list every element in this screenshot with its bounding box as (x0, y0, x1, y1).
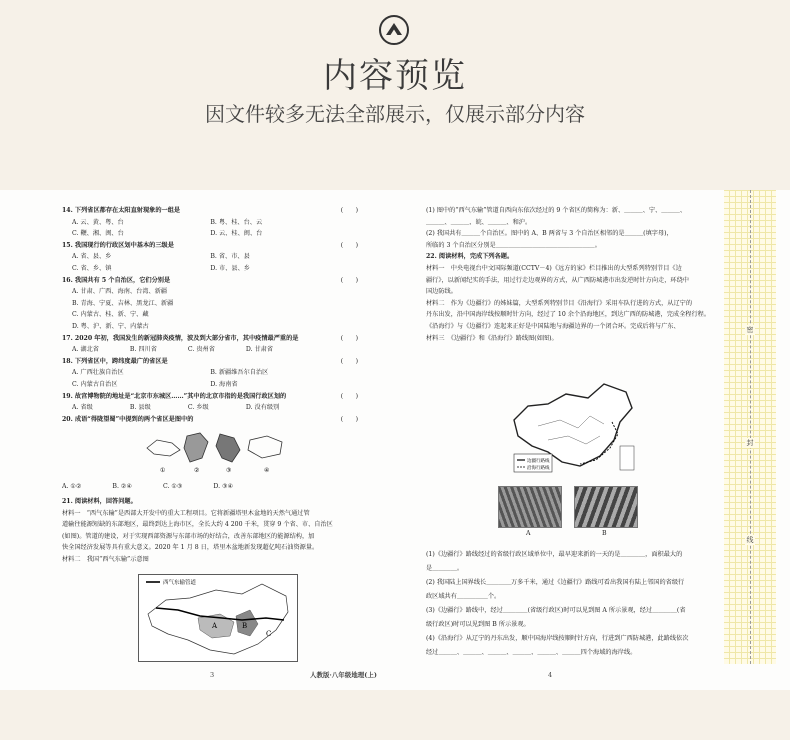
shape-label-3: ③ (226, 467, 232, 474)
border-coast-route-map (508, 376, 638, 478)
question-text: 16. 我国共有 5 个自治区，它们分别是 (62, 276, 171, 284)
q21-line: 21. 阅读材料，回答问题。 (62, 498, 137, 505)
right-line: 材料一 中央电视台中文国际频道(CCTV－4)《远方的家》栏目推出的大型系列特别节目《边 (426, 264, 682, 272)
question-text: B. 青海、宁夏、吉林、黑龙江、新疆 (72, 299, 174, 307)
question-text: A. 省、县、乡 B. 省、市、县 (72, 253, 250, 261)
map-point-b: B (242, 622, 248, 630)
west-east-gas-map (138, 574, 298, 662)
photo-b-label: B (602, 530, 607, 537)
map-legend-pipeline: 西气东输管道 (163, 580, 197, 586)
q22-question-line: (2) 我国陆上国界线长＿＿＿＿万多千米，通过《边疆行》路线可看出我国有陆上邻国的省级行 (426, 579, 685, 586)
q21-line: 材料二 我国“西气东输”示意图 (62, 555, 149, 563)
question-text: 20. 成语“得陇望蜀”中提到的两个省区是图中的 (62, 415, 194, 423)
left-page (62, 190, 362, 690)
left-page-number: 3 (210, 671, 215, 679)
preview-banner (0, 0, 790, 165)
question-line (62, 275, 362, 287)
question-line (62, 286, 362, 298)
photo-a-label: A (526, 530, 531, 537)
banner-subtitle: 因文件较多无法全部展示，仅展示部分内容 (205, 102, 585, 126)
right-line: (1) 图中的“西气东输”管道自西向东依次经过的 9 个省区的简称为：新、＿＿＿、宁、＿＿＿、 (426, 207, 687, 214)
question-text: A. 省级 B. 县级 C. 乡级 D. 没有级别 (72, 404, 280, 412)
right-line: ＿＿＿、＿＿＿、皖、＿＿＿、和沪。 (426, 218, 532, 226)
q22-question-line: (3)《边疆行》路线中，经过＿＿＿＿(省级行政区)时可以见到图 A 所示景观，经过＿＿＿＿(省 (426, 607, 686, 614)
right-page (426, 190, 722, 690)
right-line: 材料二 作为《边疆行》的姊妹篇，大型系列特别节目《沿海行》采用车队行进的方式，从辽宁的 (426, 299, 693, 307)
answer-parenthesis: ( ) (340, 392, 358, 400)
answer-parenthesis: ( ) (340, 207, 358, 214)
question-line (62, 309, 362, 321)
question-line (62, 240, 362, 252)
question-text: C. 鞭、湘、闽、台 D. 云、桂、闽、台 (72, 230, 263, 238)
legend-border-route: 边疆行路线 (527, 459, 550, 464)
question-line (62, 228, 362, 240)
q21-line: (如图)。管道的建设，对于实现西部资源与东部市场的好结合，改善东部地区的能源结构，加 (62, 532, 315, 540)
q22-question-line: 级行政区)时可以见到图 B 所示景观。 (426, 621, 530, 628)
question-text: 19. 故宫博物院的地址是“北京市东城区……”其中的北京市指的是我国行政区划的 (62, 392, 287, 400)
question-line (62, 321, 362, 333)
answer-parenthesis: ( ) (340, 276, 358, 284)
province-shapes-figure (142, 428, 302, 478)
q22-question-line: 是＿＿＿＿。 (426, 565, 464, 572)
q21-line: 快全国经济发展等具有重大意义。2020 年 1 月 8 日，塔里木盆地新发现超亿吨石油资源量。 (62, 544, 319, 552)
banner-title: 内容预览 (323, 56, 467, 96)
question-text: C. 省、乡、镇 D. 市、县、乡 (72, 264, 250, 272)
map-point-c: C (266, 630, 272, 638)
question-line (62, 217, 362, 229)
question-line (62, 251, 362, 263)
left-question-list (62, 205, 362, 425)
question-line (62, 402, 362, 414)
q21-material (62, 496, 362, 566)
question-line (62, 356, 362, 368)
q22-question-line: (4)《沿海行》从辽宁的丹东出发，顺中国海岸线按顺时针方向，行进到广西防城港，此路线依次 (426, 635, 689, 642)
question-text: 17. 2020 年初，我国发生的新冠肺炎疫情，波及到大部分省市，其中疫情最严重的是 (62, 334, 299, 342)
question-text: D. 粤、沪、新、宁、内蒙古 (72, 322, 149, 330)
map-point-a: A (212, 622, 218, 630)
binding-mark-2: 封 (746, 439, 754, 447)
q22-question-line: (1)《边疆行》路线经过的省级行政区域单位中，最早迎来新的一天的是＿＿＿＿，面积最大的 (426, 551, 683, 558)
right-line: 国边防线。 (426, 288, 457, 296)
question-line (62, 298, 362, 310)
binding-mark-1: 密 (746, 326, 754, 334)
binding-mark-3: 线 (746, 536, 754, 544)
question-text: 14. 下列省区都存在太阳直射现象的一组是 (62, 207, 181, 214)
question-line (62, 414, 362, 426)
legend-coast-route: 沿海行路线 (527, 466, 550, 471)
right-line: 疆行》，以新闻纪实的手法，用过行走边观界的方式，从广西防城港市出发逆时针方向走，环绕中 (426, 276, 689, 284)
q20-options: A. ①② B. ②④ C. ①③ D. ③④ (62, 483, 234, 490)
answer-parenthesis: ( ) (340, 415, 358, 423)
question-line (62, 391, 362, 403)
question-line (62, 205, 362, 217)
photo-a-dancers (498, 486, 562, 528)
question-line (62, 333, 362, 345)
right-line: 所临的 3 个自治区分别是＿＿＿＿＿＿＿＿＿＿＿＿＿＿＿＿。 (426, 241, 601, 249)
question-line (62, 263, 362, 275)
question-line (62, 344, 362, 356)
question-text: A. 湖北省 B. 四川省 C. 贵州省 D. 甘肃省 (72, 346, 274, 354)
answer-parenthesis: ( ) (340, 241, 358, 249)
right-line: 材料三 《边疆行》和《沿海行》路线图(如图)。 (426, 334, 558, 342)
question-text: 15. 我国现行的行政区划中基本的三级是 (62, 241, 174, 249)
q21-line: 材料一 “西气东输”是西部大开发中的重大工程项目。它将新疆塔里木盆地的天然气通过管 (62, 509, 310, 517)
question-text: C. 内蒙古、桂、新、宁、藏 (72, 311, 149, 319)
shape-label-1: ① (160, 467, 166, 474)
question-line (62, 379, 362, 391)
question-text: C. 内蒙古自治区 D. 海南省 (72, 380, 238, 388)
q22-question-line: 政区域共有＿＿＿＿＿个。 (426, 593, 501, 600)
question-text: A. 云、黄、粤、台 B. 粤、桂、台、云 (72, 218, 263, 226)
binding-dashed-line (750, 190, 751, 664)
q22-question-line: 经过＿＿＿、＿＿＿、＿＿＿、＿＿＿、＿＿＿、＿＿＿四个海域的海岸线。 (426, 649, 637, 656)
chevron-up-circle-icon (378, 14, 410, 46)
right-material-list (426, 205, 722, 344)
binding-strip (724, 190, 776, 664)
question-text: A. 广西壮族自治区 B. 新疆维吾尔自治区 (72, 369, 269, 377)
right-line: (2) 我国共有＿＿＿个自治区。图中的 A、B 两省与 3 个自治区相邻的是＿＿＿(填字母)， (426, 230, 673, 238)
q21-line: 道输往能源短缺的东部地区，最终到达上海市区，全长大约 4 200 千米，贯穿 9 个省、市、自治区 (62, 521, 333, 529)
footer-book-title: 人教版·八年级地理(上) (310, 671, 377, 679)
photo-b-dancers (574, 486, 638, 528)
question-text: 18. 下列省区中，跨纬度最广的省区是 (62, 357, 168, 365)
shape-label-2: ② (194, 467, 200, 474)
q22-questions (426, 548, 722, 660)
question-line (62, 367, 362, 379)
exam-sheet-preview (0, 190, 790, 690)
right-line: 22. 阅读材料，完成下列各题。 (426, 253, 514, 261)
answer-parenthesis: ( ) (340, 334, 358, 342)
right-page-number: 4 (548, 671, 553, 679)
question-text: A. 甘肃、广西、海南、台湾、新疆 (72, 288, 168, 296)
answer-parenthesis: ( ) (340, 357, 358, 365)
shape-label-4: ④ (264, 467, 270, 474)
right-line: 《沿海行》与《边疆行》连起来正好是中国陆地与海疆边界的一个闭合环。完成后将与广东、 (426, 322, 680, 330)
right-line: 丹东出发，沿中国海岸线按顺时针方向，经过了 10 余个沿海地区，到达广西的防城港，完成全程行程。 (426, 311, 711, 319)
